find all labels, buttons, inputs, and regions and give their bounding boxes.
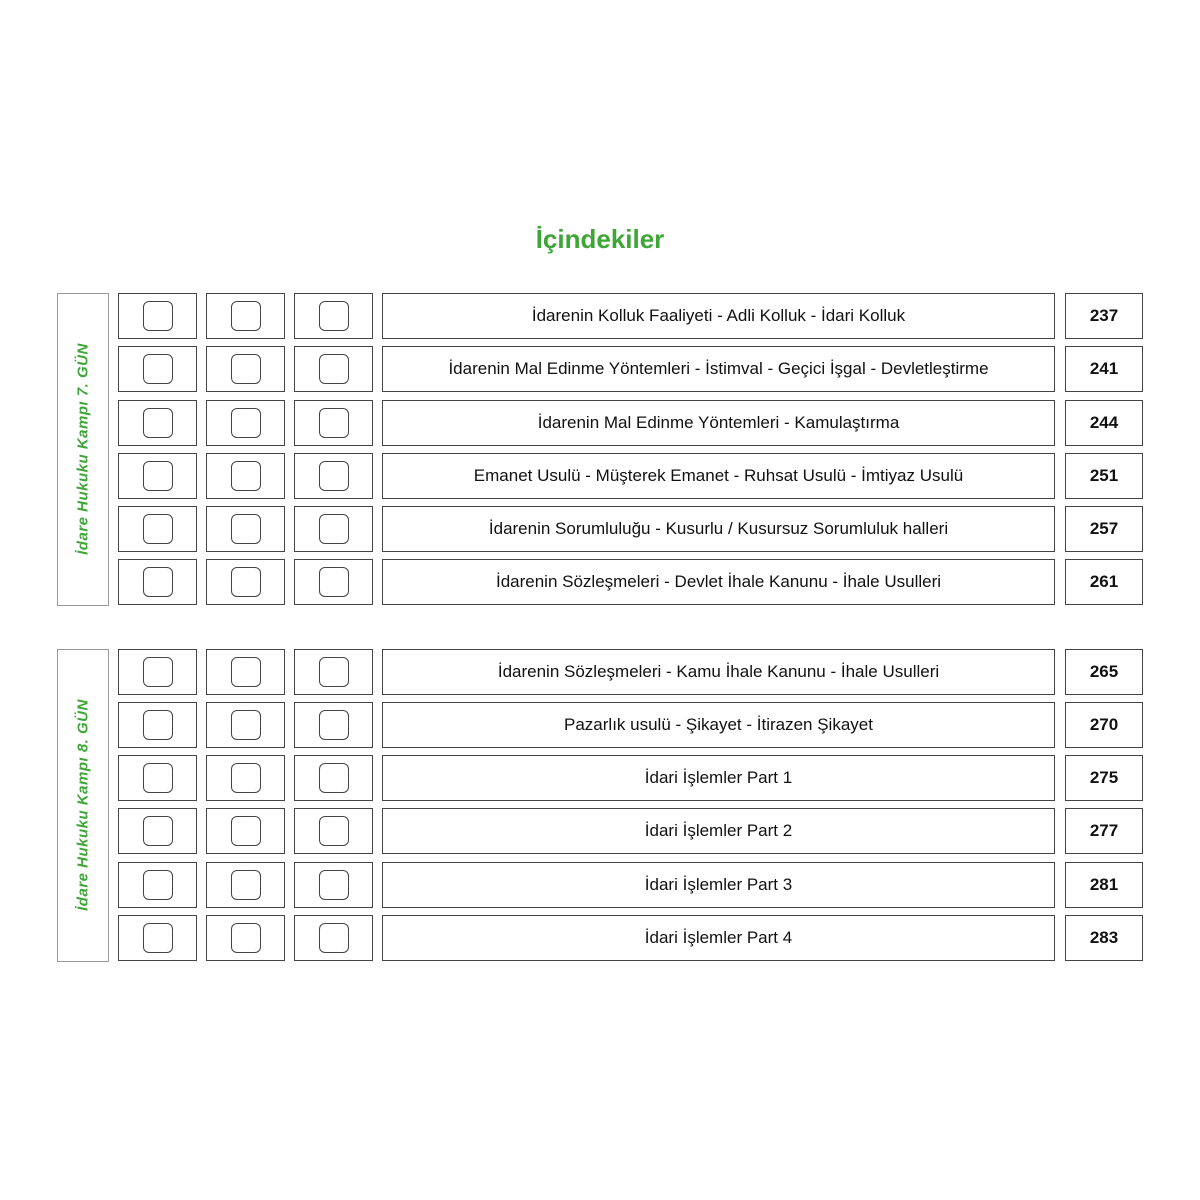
toc-page-number: 237: [1065, 293, 1143, 339]
checkbox-square-icon: [143, 870, 173, 900]
toc-row: [118, 346, 1143, 392]
section-label: İdare Hukuku Kampı 8. GÜN: [74, 699, 92, 911]
checkbox-square-icon: [231, 354, 261, 384]
checkbox-3[interactable]: [294, 453, 373, 499]
toc-topic: İdarenin Sözleşmeleri - Devlet İhale Kanunu - İhale Usulleri: [382, 559, 1055, 605]
checkbox-2[interactable]: [206, 453, 285, 499]
checkbox-1[interactable]: [118, 808, 197, 854]
checkbox-1[interactable]: [118, 400, 197, 446]
checkbox-square-icon: [143, 514, 173, 544]
checkbox-2[interactable]: [206, 702, 285, 748]
toc-topic: İdari İşlemler Part 2: [382, 808, 1055, 854]
checkbox-1[interactable]: [118, 755, 197, 801]
checkbox-1[interactable]: [118, 293, 197, 339]
toc-page-number: 277: [1065, 808, 1143, 854]
checkbox-square-icon: [231, 514, 261, 544]
checkbox-1[interactable]: [118, 346, 197, 392]
checkbox-square-icon: [143, 657, 173, 687]
toc-row: [118, 755, 1143, 801]
checkbox-square-icon: [319, 514, 349, 544]
checkbox-square-icon: [319, 301, 349, 331]
toc-page-number: 281: [1065, 862, 1143, 908]
checkbox-square-icon: [143, 408, 173, 438]
checkbox-square-icon: [231, 301, 261, 331]
checkbox-square-icon: [319, 408, 349, 438]
checkbox-1[interactable]: [118, 559, 197, 605]
checkbox-square-icon: [319, 870, 349, 900]
toc-page-number: 283: [1065, 915, 1143, 961]
checkbox-square-icon: [231, 763, 261, 793]
checkbox-square-icon: [231, 461, 261, 491]
toc-topic: İdarenin Mal Edinme Yöntemleri - Kamulaştırma: [382, 400, 1055, 446]
toc-page-number: 244: [1065, 400, 1143, 446]
checkbox-3[interactable]: [294, 506, 373, 552]
checkbox-square-icon: [319, 816, 349, 846]
checkbox-1[interactable]: [118, 915, 197, 961]
checkbox-3[interactable]: [294, 862, 373, 908]
checkbox-2[interactable]: [206, 649, 285, 695]
section-side-panel: [57, 649, 109, 962]
checkbox-2[interactable]: [206, 915, 285, 961]
checkbox-1[interactable]: [118, 862, 197, 908]
checkbox-square-icon: [143, 354, 173, 384]
checkbox-3[interactable]: [294, 649, 373, 695]
toc-row: [118, 862, 1143, 908]
toc-page-number: 257: [1065, 506, 1143, 552]
checkbox-3[interactable]: [294, 400, 373, 446]
checkbox-3[interactable]: [294, 915, 373, 961]
toc-page-number: 241: [1065, 346, 1143, 392]
section-side-panel: [57, 293, 109, 606]
checkbox-2[interactable]: [206, 755, 285, 801]
toc-row: [118, 649, 1143, 695]
checkbox-1[interactable]: [118, 702, 197, 748]
checkbox-3[interactable]: [294, 293, 373, 339]
toc-topic: İdarenin Mal Edinme Yöntemleri - İstimval - Geçici İşgal - Devletleştirme: [382, 346, 1055, 392]
page-title: İçindekiler: [535, 224, 665, 254]
checkbox-3[interactable]: [294, 346, 373, 392]
checkbox-square-icon: [143, 710, 173, 740]
checkbox-square-icon: [319, 763, 349, 793]
toc-row: [118, 506, 1143, 552]
toc-page-number: 261: [1065, 559, 1143, 605]
toc-topic: İdari İşlemler Part 1: [382, 755, 1055, 801]
checkbox-square-icon: [143, 567, 173, 597]
checkbox-square-icon: [319, 354, 349, 384]
toc-topic: İdarenin Sorumluluğu - Kusurlu / Kusursuz Sorumluluk halleri: [382, 506, 1055, 552]
checkbox-square-icon: [143, 923, 173, 953]
toc-topic: Pazarlık usulü - Şikayet - İtirazen Şikayet: [382, 702, 1055, 748]
section-label: İdare Hukuku Kampı 7. GÜN: [74, 343, 92, 555]
checkbox-1[interactable]: [118, 506, 197, 552]
checkbox-2[interactable]: [206, 559, 285, 605]
checkbox-2[interactable]: [206, 400, 285, 446]
checkbox-square-icon: [231, 870, 261, 900]
checkbox-square-icon: [319, 461, 349, 491]
checkbox-2[interactable]: [206, 862, 285, 908]
checkbox-2[interactable]: [206, 346, 285, 392]
checkbox-square-icon: [231, 710, 261, 740]
checkbox-2[interactable]: [206, 808, 285, 854]
toc-row: [118, 915, 1143, 961]
checkbox-square-icon: [319, 710, 349, 740]
checkbox-square-icon: [319, 657, 349, 687]
toc-topic: İdari İşlemler Part 3: [382, 862, 1055, 908]
checkbox-3[interactable]: [294, 755, 373, 801]
toc-row: [118, 400, 1143, 446]
toc-row: [118, 559, 1143, 605]
checkbox-1[interactable]: [118, 649, 197, 695]
toc-topic: İdari İşlemler Part 4: [382, 915, 1055, 961]
section-day-7: [57, 293, 1143, 606]
checkbox-3[interactable]: [294, 702, 373, 748]
checkbox-square-icon: [231, 567, 261, 597]
toc-page-number: 265: [1065, 649, 1143, 695]
toc-topic: İdarenin Sözleşmeleri - Kamu İhale Kanunu - İhale Usulleri: [382, 649, 1055, 695]
toc-topic: İdarenin Kolluk Faaliyeti - Adli Kolluk - İdari Kolluk: [382, 293, 1055, 339]
toc-row: [118, 702, 1143, 748]
checkbox-square-icon: [231, 816, 261, 846]
toc-row: [118, 453, 1143, 499]
checkbox-square-icon: [143, 763, 173, 793]
checkbox-3[interactable]: [294, 559, 373, 605]
checkbox-square-icon: [319, 567, 349, 597]
checkbox-square-icon: [231, 923, 261, 953]
section-day-8: [57, 649, 1143, 962]
checkbox-square-icon: [143, 461, 173, 491]
checkbox-3[interactable]: [294, 808, 373, 854]
checkbox-1[interactable]: [118, 453, 197, 499]
toc-page-number: 275: [1065, 755, 1143, 801]
checkbox-2[interactable]: [206, 293, 285, 339]
toc-page-number: 270: [1065, 702, 1143, 748]
checkbox-square-icon: [319, 923, 349, 953]
checkbox-square-icon: [143, 816, 173, 846]
toc-page-number: 251: [1065, 453, 1143, 499]
toc-row: [118, 808, 1143, 854]
checkbox-2[interactable]: [206, 506, 285, 552]
toc-topic: Emanet Usulü - Müşterek Emanet - Ruhsat Usulü - İmtiyaz Usulü: [382, 453, 1055, 499]
checkbox-square-icon: [143, 301, 173, 331]
toc-row: [118, 293, 1143, 339]
checkbox-square-icon: [231, 408, 261, 438]
checkbox-square-icon: [231, 657, 261, 687]
